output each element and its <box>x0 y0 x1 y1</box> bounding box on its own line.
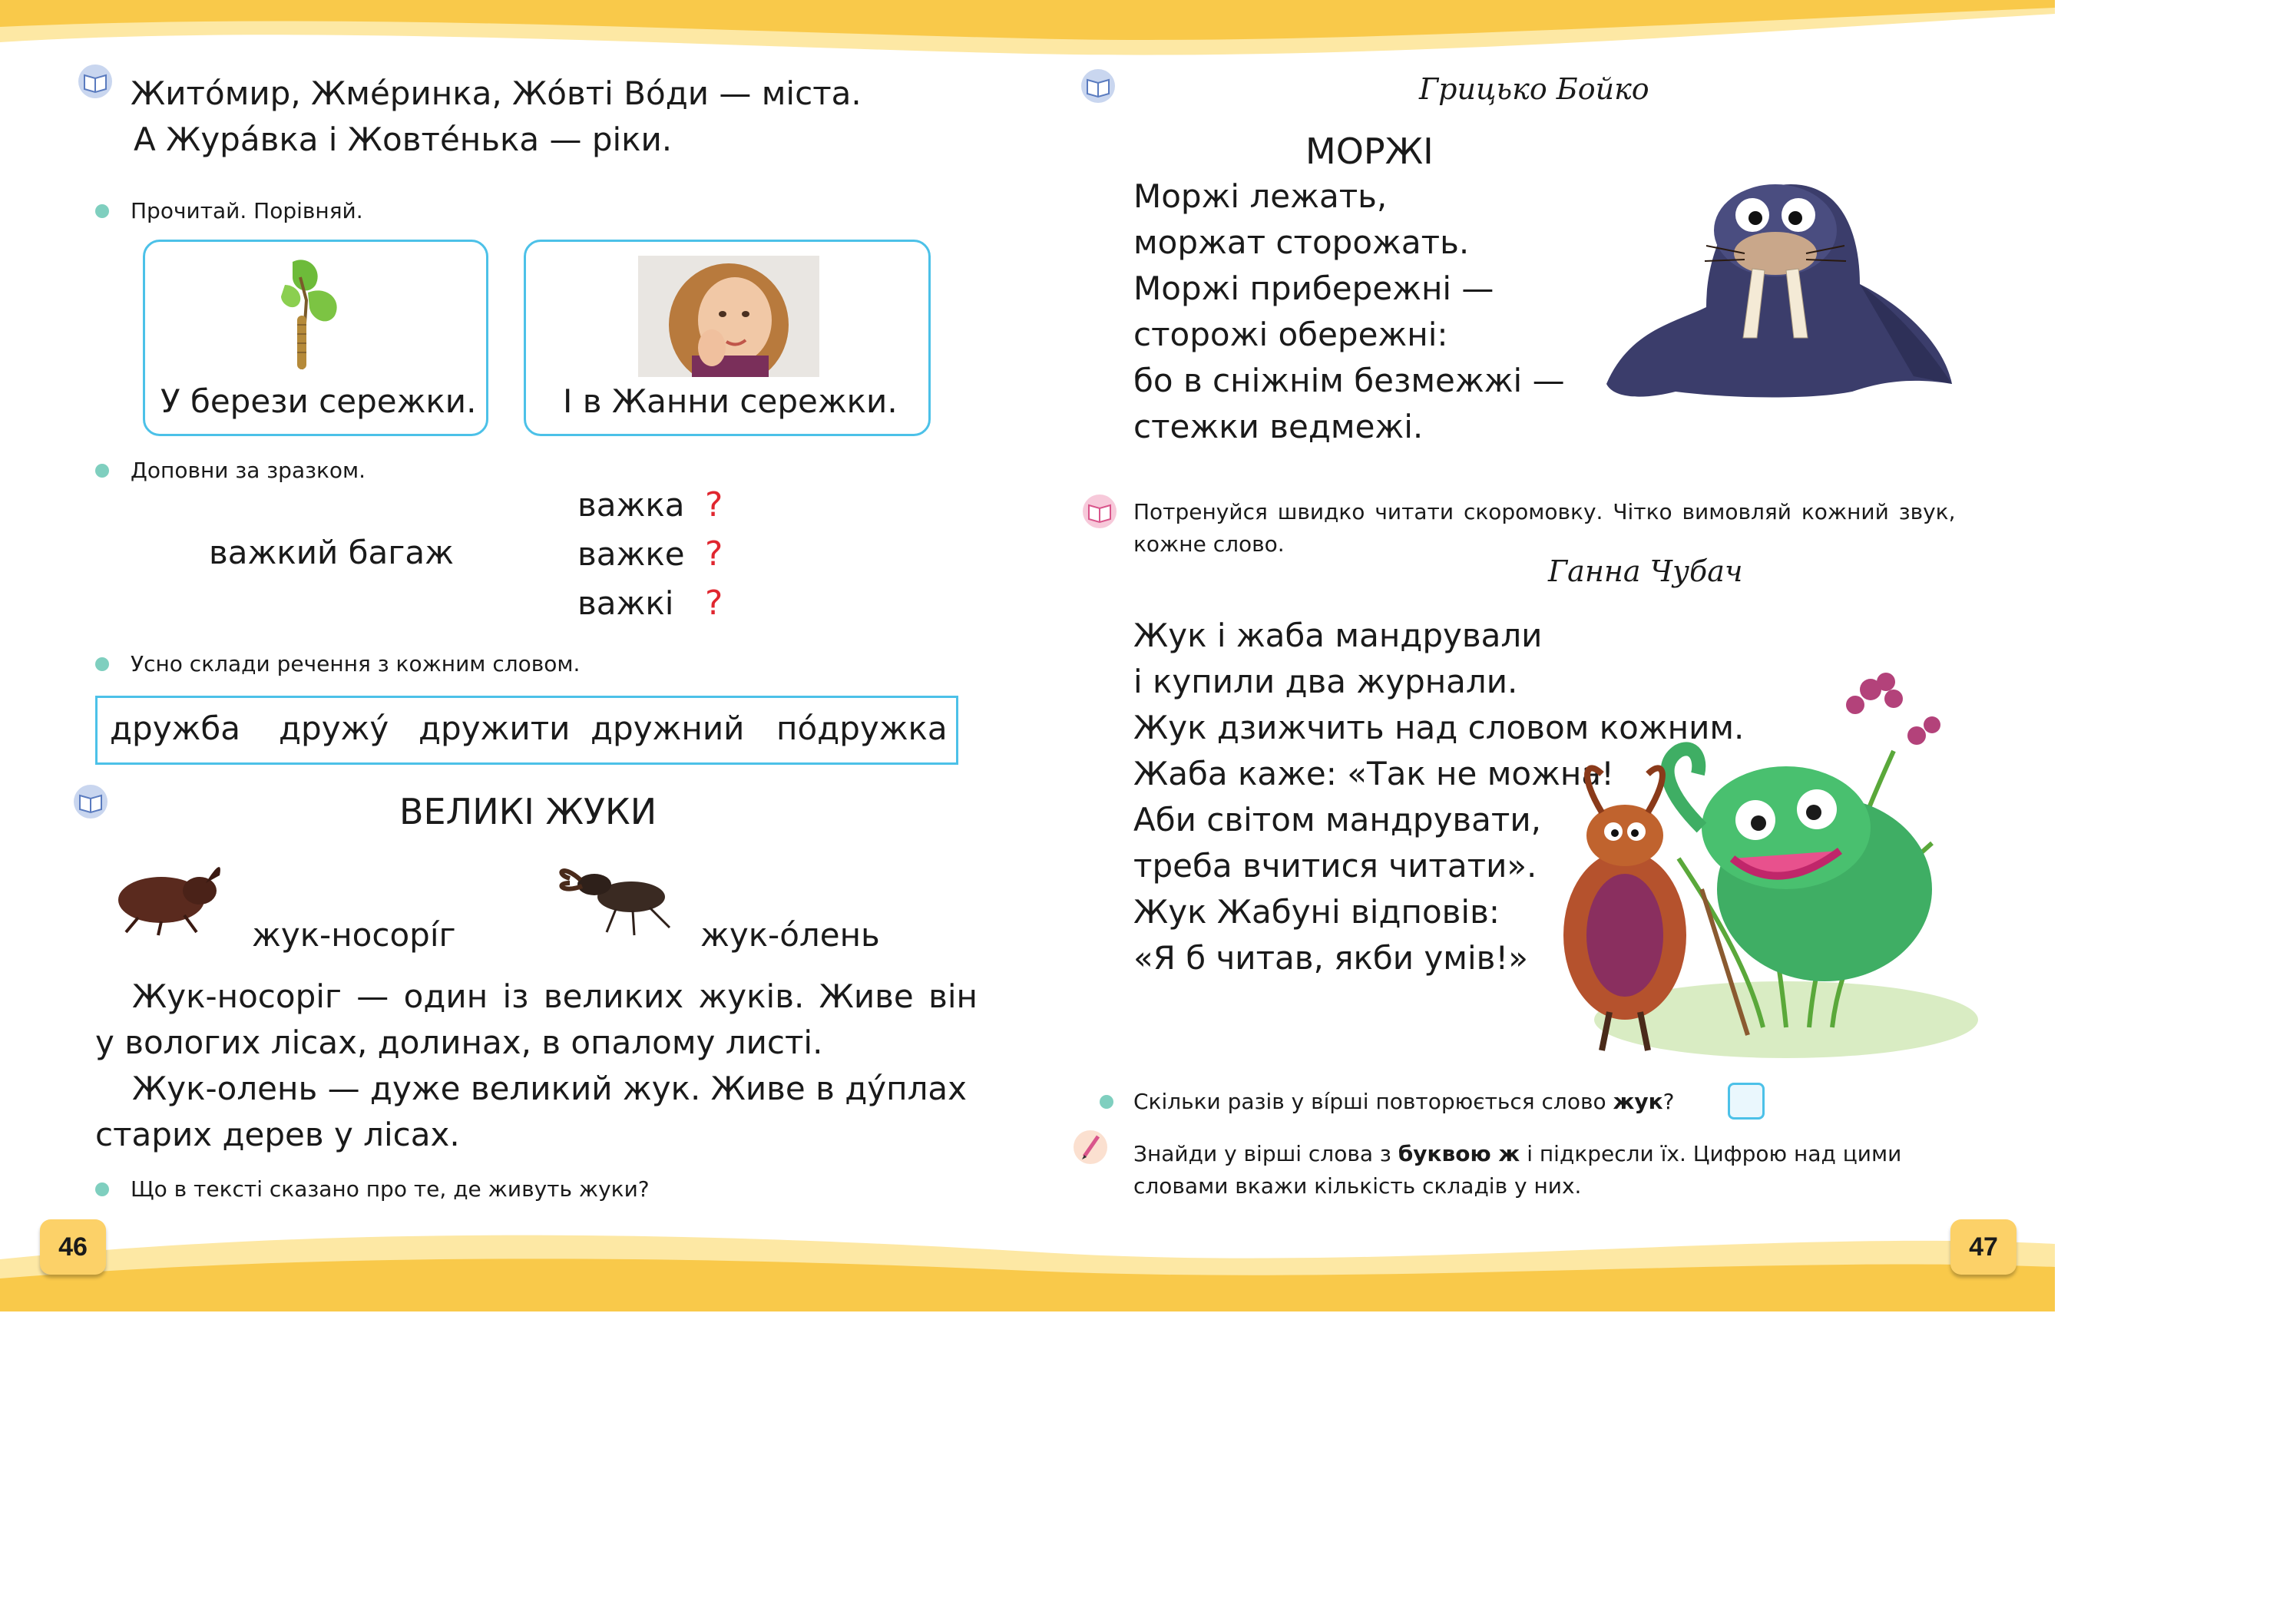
word-3: дружити <box>419 709 571 747</box>
question-mark-2: ? <box>705 534 723 574</box>
poem-1-line-5: бо в сніжнім безмежжі — <box>1133 362 1565 399</box>
task-sentences: Усно склади речення з кожним словом. <box>131 651 581 676</box>
page-number-left: 46 <box>40 1219 106 1275</box>
card-girl-caption: І в Жанни сережки. <box>563 382 898 420</box>
task-find-line-2: словами вкажи кількість складів у них. <box>1133 1173 1582 1199</box>
rhinoceros-beetle-picture <box>108 852 230 937</box>
paragraph-2-line-2: старих дерев у лісах. <box>95 1116 460 1153</box>
paragraph-2-line-1: Жук-олень — дуже великий жук. Живе в ду́плах <box>132 1070 968 1107</box>
word-5: по́дружка <box>776 709 948 747</box>
story-title: ВЕЛИКІ ЖУКИ <box>399 791 657 832</box>
task-tongue-twister-line-2: кожне слово. <box>1133 531 1285 557</box>
paragraph-1-line-2: у вологих лісах, долинах, в опалому листі. <box>95 1024 823 1061</box>
poem-1-title: МОРЖІ <box>1305 131 1434 172</box>
poem-1-line-1: Моржі лежать, <box>1133 177 1388 215</box>
task-bullet <box>95 464 109 478</box>
task-read-compare: Прочитай. Порівняй. <box>131 198 363 223</box>
poem-2-line-7: Жук Жабуні відповів: <box>1133 893 1500 931</box>
beetle-2-label: жук-о́лень <box>700 916 880 954</box>
answer-box[interactable] <box>1728 1083 1765 1120</box>
walrus-illustration <box>1583 154 1964 415</box>
poem-2-line-2: і купили два журнали. <box>1133 663 1518 700</box>
card-girl <box>524 240 931 436</box>
words-box <box>95 696 958 765</box>
task-bullet <box>1100 1095 1113 1109</box>
poem-1-author: Грицько Бойко <box>1419 72 1649 106</box>
poem-1-line-4: сторожі обережні: <box>1133 316 1448 353</box>
task-complete: Доповни за зразком. <box>131 458 366 483</box>
word-1: дружба <box>110 709 241 747</box>
task-find-line-1 <box>1133 1138 1901 1170</box>
form-3: важкі <box>577 584 674 622</box>
task-bullet <box>95 204 109 218</box>
question-mark-3: ? <box>705 584 723 623</box>
task-tongue-twister-line-1: Потренуйся швидко читати скоромовку. Чітко вимовляй кожний звук, <box>1133 499 1956 524</box>
page-number-right: 47 <box>1950 1219 2016 1275</box>
task-bullet <box>95 657 109 671</box>
form-2: важке <box>577 535 685 573</box>
poem-2-line-5: Аби світом мандрувати, <box>1133 801 1542 838</box>
stag-beetle-picture <box>547 840 693 940</box>
card-birch-caption: У берези сережки. <box>160 382 477 420</box>
poem-2-line-6: треба вчитися читати». <box>1133 847 1537 885</box>
question-count-text: Скільки разів у ві́рші повторюється слово <box>1133 1089 1606 1114</box>
task-bullet <box>95 1182 109 1196</box>
open-book-pink-icon <box>1078 493 1121 530</box>
paragraph-1-line-1: Жук-носоріг — один із великих жуків. Живе він <box>132 977 978 1015</box>
poem-1-line-6: стежки ведмежі. <box>1133 408 1424 445</box>
question-count-suffix: ? <box>1662 1089 1675 1114</box>
poem-2-line-4: Жаба каже: «Так не можна! <box>1133 755 1614 792</box>
poem-2-line-3: Жук дзижчить над словом кожним. <box>1133 709 1745 746</box>
beetle-1-label: жук-носорі́г <box>252 916 456 954</box>
question-count <box>1133 1086 1674 1118</box>
form-1: важка <box>577 486 685 524</box>
birch-catkin-picture <box>262 254 346 377</box>
question-text: Що в тексті сказано про те, де живуть жуки? <box>131 1176 650 1202</box>
word-2: дружу́ <box>279 709 389 747</box>
question-mark-1: ? <box>705 485 723 524</box>
beetle-and-frog-illustration <box>1533 659 1978 1066</box>
pencil-icon <box>1069 1129 1112 1166</box>
poem-2-line-8: «Я б читав, якби умів!» <box>1133 939 1528 977</box>
open-book-icon <box>74 63 117 100</box>
girl-photo <box>638 256 819 377</box>
card-birch <box>143 240 488 436</box>
poem-1-line-3: Моржі прибережні — <box>1133 270 1494 307</box>
intro-line-1: Жито́мир, Жме́ринка, Жо́вті Во́ди — міста. <box>131 74 862 112</box>
bottom-decorative-band <box>0 1213 2055 1311</box>
question-count-word: жук <box>1613 1089 1663 1114</box>
intro-line-2: А Жура́вка і Жовте́нька — ріки. <box>134 121 673 158</box>
poem-2-line-1: Жук і жаба мандрували <box>1133 617 1543 654</box>
task-find-bold: буквою ж <box>1398 1141 1520 1166</box>
poem-1-line-2: моржат сторожать. <box>1133 223 1470 261</box>
word-4: дружний <box>591 709 745 747</box>
task-find-text-b: і підкресли їх. Цифрою над цими <box>1527 1141 1902 1166</box>
poem-2-author: Ганна Чубач <box>1548 554 1743 588</box>
example-phrase: важкий багаж <box>209 534 454 571</box>
open-book-icon <box>69 783 112 820</box>
task-find-text-a: Знайди у вірші слова з <box>1133 1141 1391 1166</box>
open-book-icon <box>1077 68 1120 104</box>
